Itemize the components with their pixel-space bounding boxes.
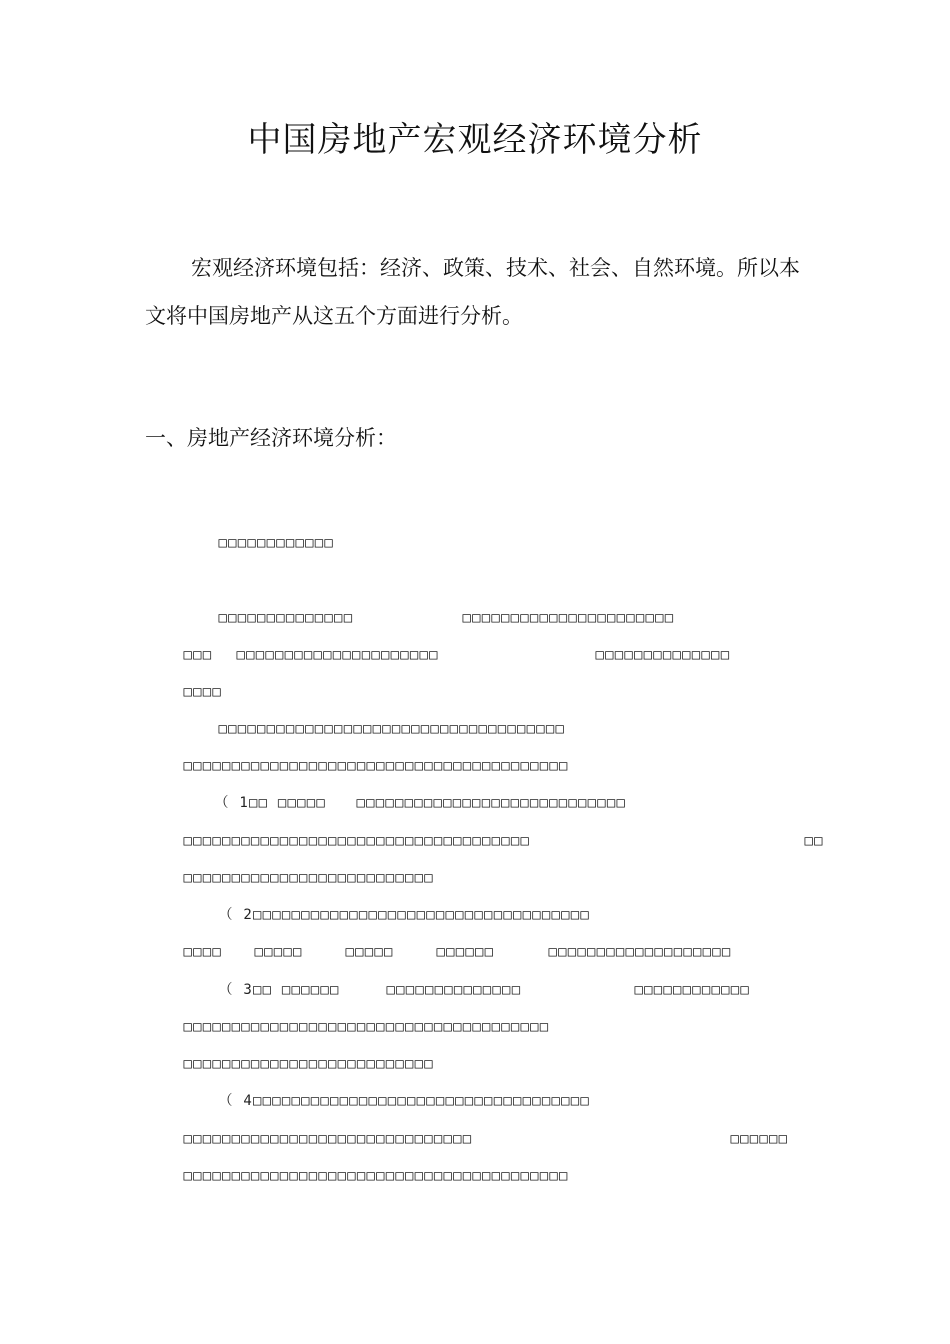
garbled-line-14: □□□□□□□□□□□□□□□□□□□□□□□□□□ bbox=[183, 1056, 434, 1072]
garbled-line-11b: □□□□□ bbox=[254, 944, 303, 960]
garbled-line-3b: □□□□□□□□□□□□□□□□□□□□□ bbox=[236, 647, 439, 663]
garbled-line-10: （ 2□□□□□□□□□□□□□□□□□□□□□□□□□□□□□□□□□□□ bbox=[218, 907, 590, 923]
garbled-line-4: □□□□ bbox=[183, 684, 223, 700]
garbled-line-7b: □□□□□□□□□□□□□□□□□□□□□□□□□□□□ bbox=[356, 795, 627, 811]
garbled-line-11e: □□□□□□□□□□□□□□□□□□□ bbox=[548, 944, 732, 960]
garbled-line-12b: □□□□□□□□□□□□□□ bbox=[386, 982, 522, 998]
garbled-line-2b: □□□□□□□□□□□□□□□□□□□□□□ bbox=[462, 610, 675, 626]
garbled-line-2: □□□□□□□□□□□□□□ bbox=[218, 610, 354, 626]
garbled-line-1: □□□□□□□□□□□□ bbox=[218, 535, 335, 551]
garbled-line-6: □□□□□□□□□□□□□□□□□□□□□□□□□□□□□□□□□□□□□□□□ bbox=[183, 758, 569, 774]
garbled-line-13: □□□□□□□□□□□□□□□□□□□□□□□□□□□□□□□□□□□□□□ bbox=[183, 1019, 550, 1035]
garbled-line-16: □□□□□□□□□□□□□□□□□□□□□□□□□□□□□□ bbox=[183, 1131, 473, 1147]
garbled-line-17: □□□□□□□□□□□□□□□□□□□□□□□□□□□□□□□□□□□□□□□□ bbox=[183, 1168, 569, 1184]
garbled-line-3: □□□ bbox=[183, 647, 213, 663]
intro-paragraph bbox=[145, 244, 805, 340]
garbled-line-12: （ 3□□ □□□□□□ bbox=[218, 982, 340, 998]
garbled-line-5: □□□□□□□□□□□□□□□□□□□□□□□□□□□□□□□□□□□□ bbox=[218, 721, 566, 737]
garbled-line-15: （ 4□□□□□□□□□□□□□□□□□□□□□□□□□□□□□□□□□□□ bbox=[218, 1093, 590, 1109]
garbled-line-11: □□□□ bbox=[183, 944, 223, 960]
garbled-line-16b: □□□□□□ bbox=[730, 1131, 789, 1147]
garbled-line-11c: □□□□□ bbox=[345, 944, 394, 960]
intro-text: 宏观经济环境包括：经济、政策、技术、社会、自然环境。所以本文将中国房地产从这五个方面进行分析。 bbox=[145, 256, 800, 328]
garbled-line-12c: □□□□□□□□□□□□ bbox=[634, 982, 751, 998]
garbled-line-9: □□□□□□□□□□□□□□□□□□□□□□□□□□ bbox=[183, 870, 434, 886]
section-heading-economy: 一、房地产经济环境分析： bbox=[145, 426, 397, 450]
garbled-line-3c: □□□□□□□□□□□□□□ bbox=[595, 647, 731, 663]
garbled-line-8b: □□ bbox=[804, 833, 824, 849]
garbled-line-11d: □□□□□□ bbox=[436, 944, 495, 960]
garbled-line-7: （ 1□□ □□□□□ bbox=[214, 795, 327, 811]
garbled-line-8: □□□□□□□□□□□□□□□□□□□□□□□□□□□□□□□□□□□□ bbox=[183, 833, 531, 849]
document-title: 中国房地产宏观经济环境分析 bbox=[247, 120, 703, 160]
